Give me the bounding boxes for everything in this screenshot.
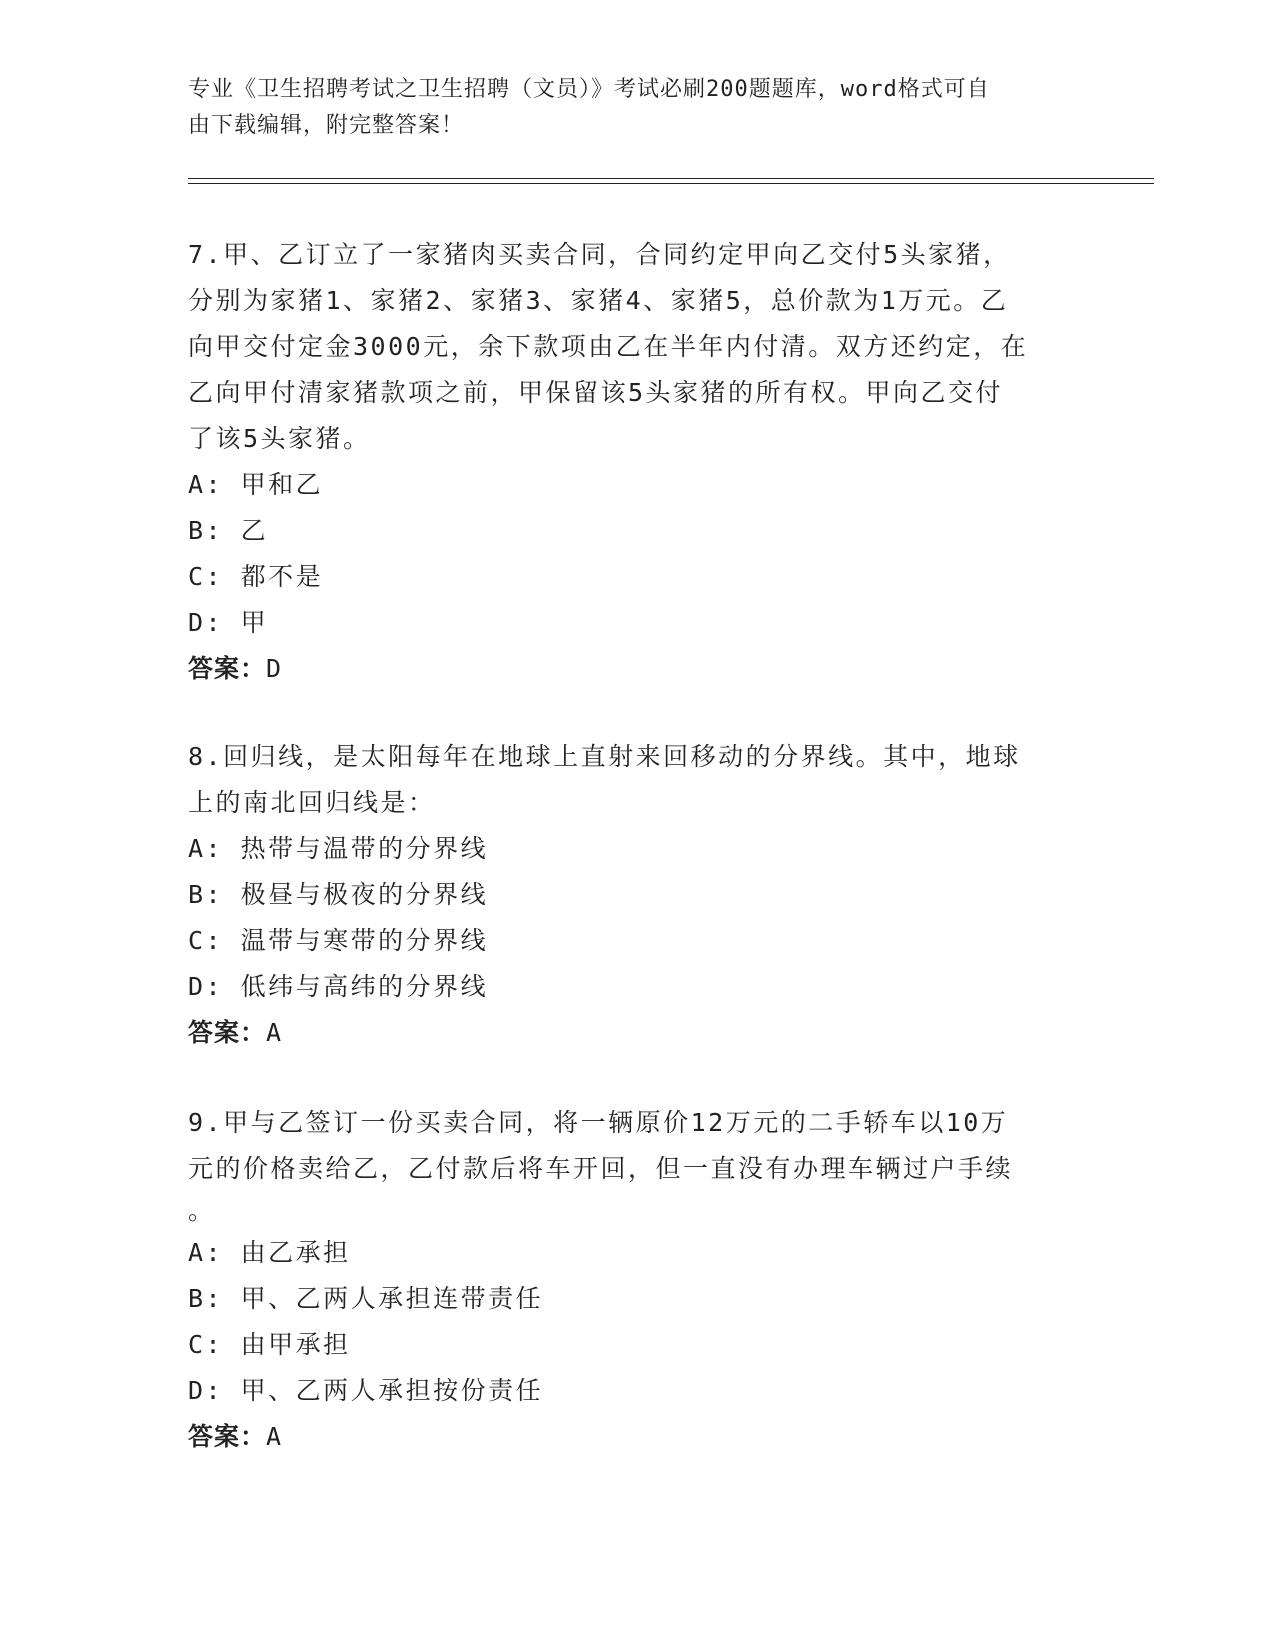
option-text: 甲 xyxy=(240,608,269,637)
question-stem xyxy=(188,734,1088,826)
option-letter: A: xyxy=(188,1238,224,1267)
answer-value: D xyxy=(266,654,283,683)
answer-value: A xyxy=(266,1422,283,1451)
option-a xyxy=(188,826,1088,872)
option-letter: C: xyxy=(188,562,224,591)
option-text: 温带与寒带的分界线 xyxy=(240,926,489,955)
option-a xyxy=(188,1230,1088,1276)
header-line-1: 专业《卫生招聘考试之卫生招聘（文员）》考试必刷200题题库，word格式可自 xyxy=(188,77,990,102)
answer-value: A xyxy=(266,1018,283,1047)
option-text: 甲、乙两人承担连带责任 xyxy=(240,1284,544,1313)
answer-label: 答案： xyxy=(188,1422,267,1451)
stem-line: 向甲交付定金3000元，余下款项由乙在半年内付清。双方还约定，在 xyxy=(188,332,1029,361)
option-letter: B: xyxy=(188,880,224,909)
stem-line: 乙向甲付清家猪款项之前，甲保留该5头家猪的所有权。甲向乙交付 xyxy=(188,378,1004,407)
option-c xyxy=(188,918,1088,964)
option-text: 乙 xyxy=(240,516,269,545)
answer-line xyxy=(188,646,1088,692)
option-letter: B: xyxy=(188,516,224,545)
option-a xyxy=(188,462,1088,508)
stem-line: 8.回归线，是太阳每年在地球上直射来回移动的分界线。其中，地球 xyxy=(188,742,1021,771)
option-d xyxy=(188,1368,1088,1414)
option-text: 甲、乙两人承担按份责任 xyxy=(240,1376,544,1405)
stem-line: 。 xyxy=(188,1196,216,1225)
question-stem xyxy=(188,232,1088,462)
question-8 xyxy=(188,734,1088,1056)
option-text: 甲和乙 xyxy=(240,470,324,499)
stem-line: 9.甲与乙签订一份买卖合同，将一辆原价12万元的二手轿车以10万 xyxy=(188,1108,1009,1137)
option-text: 由甲承担 xyxy=(240,1330,351,1359)
option-text: 由乙承担 xyxy=(240,1238,351,1267)
stem-line: 上的南北回归线是： xyxy=(188,788,436,817)
header-divider-bottom xyxy=(188,183,1154,184)
option-d xyxy=(188,964,1088,1010)
option-letter: D: xyxy=(188,1376,224,1405)
option-letter: A: xyxy=(188,470,224,499)
question-7 xyxy=(188,232,1088,692)
option-c xyxy=(188,1322,1088,1368)
option-letter: C: xyxy=(188,926,224,955)
stem-line: 7.甲、乙订立了一家猪肉买卖合同，合同约定甲向乙交付5头家猪， xyxy=(188,240,1011,269)
option-b xyxy=(188,508,1088,554)
option-b xyxy=(188,872,1088,918)
option-text: 热带与温带的分界线 xyxy=(240,834,489,863)
option-letter: D: xyxy=(188,608,224,637)
option-text: 低纬与高纬的分界线 xyxy=(240,972,489,1001)
document-header xyxy=(188,72,1088,144)
option-letter: A: xyxy=(188,834,224,863)
option-letter: D: xyxy=(188,972,224,1001)
option-b xyxy=(188,1276,1088,1322)
answer-line xyxy=(188,1010,1088,1056)
stem-line: 了该5头家猪。 xyxy=(188,424,371,453)
option-letter: C: xyxy=(188,1330,224,1359)
stem-line: 分别为家猪1、家猪2、家猪3、家猪4、家猪5，总价款为1万元。乙 xyxy=(188,286,1009,315)
question-stem xyxy=(188,1100,1088,1230)
stem-line: 元的价格卖给乙，乙付款后将车开回，但一直没有办理车辆过户手续 xyxy=(188,1154,1014,1183)
option-letter: B: xyxy=(188,1284,224,1313)
option-text: 都不是 xyxy=(240,562,324,591)
answer-line xyxy=(188,1414,1088,1460)
question-9 xyxy=(188,1100,1088,1460)
header-divider-top xyxy=(188,178,1154,179)
option-d xyxy=(188,600,1088,646)
option-text: 极昼与极夜的分界线 xyxy=(240,880,489,909)
option-c xyxy=(188,554,1088,600)
answer-label: 答案： xyxy=(188,654,267,683)
answer-label: 答案： xyxy=(188,1018,267,1047)
header-line-2: 由下载编辑，附完整答案！ xyxy=(188,113,465,138)
